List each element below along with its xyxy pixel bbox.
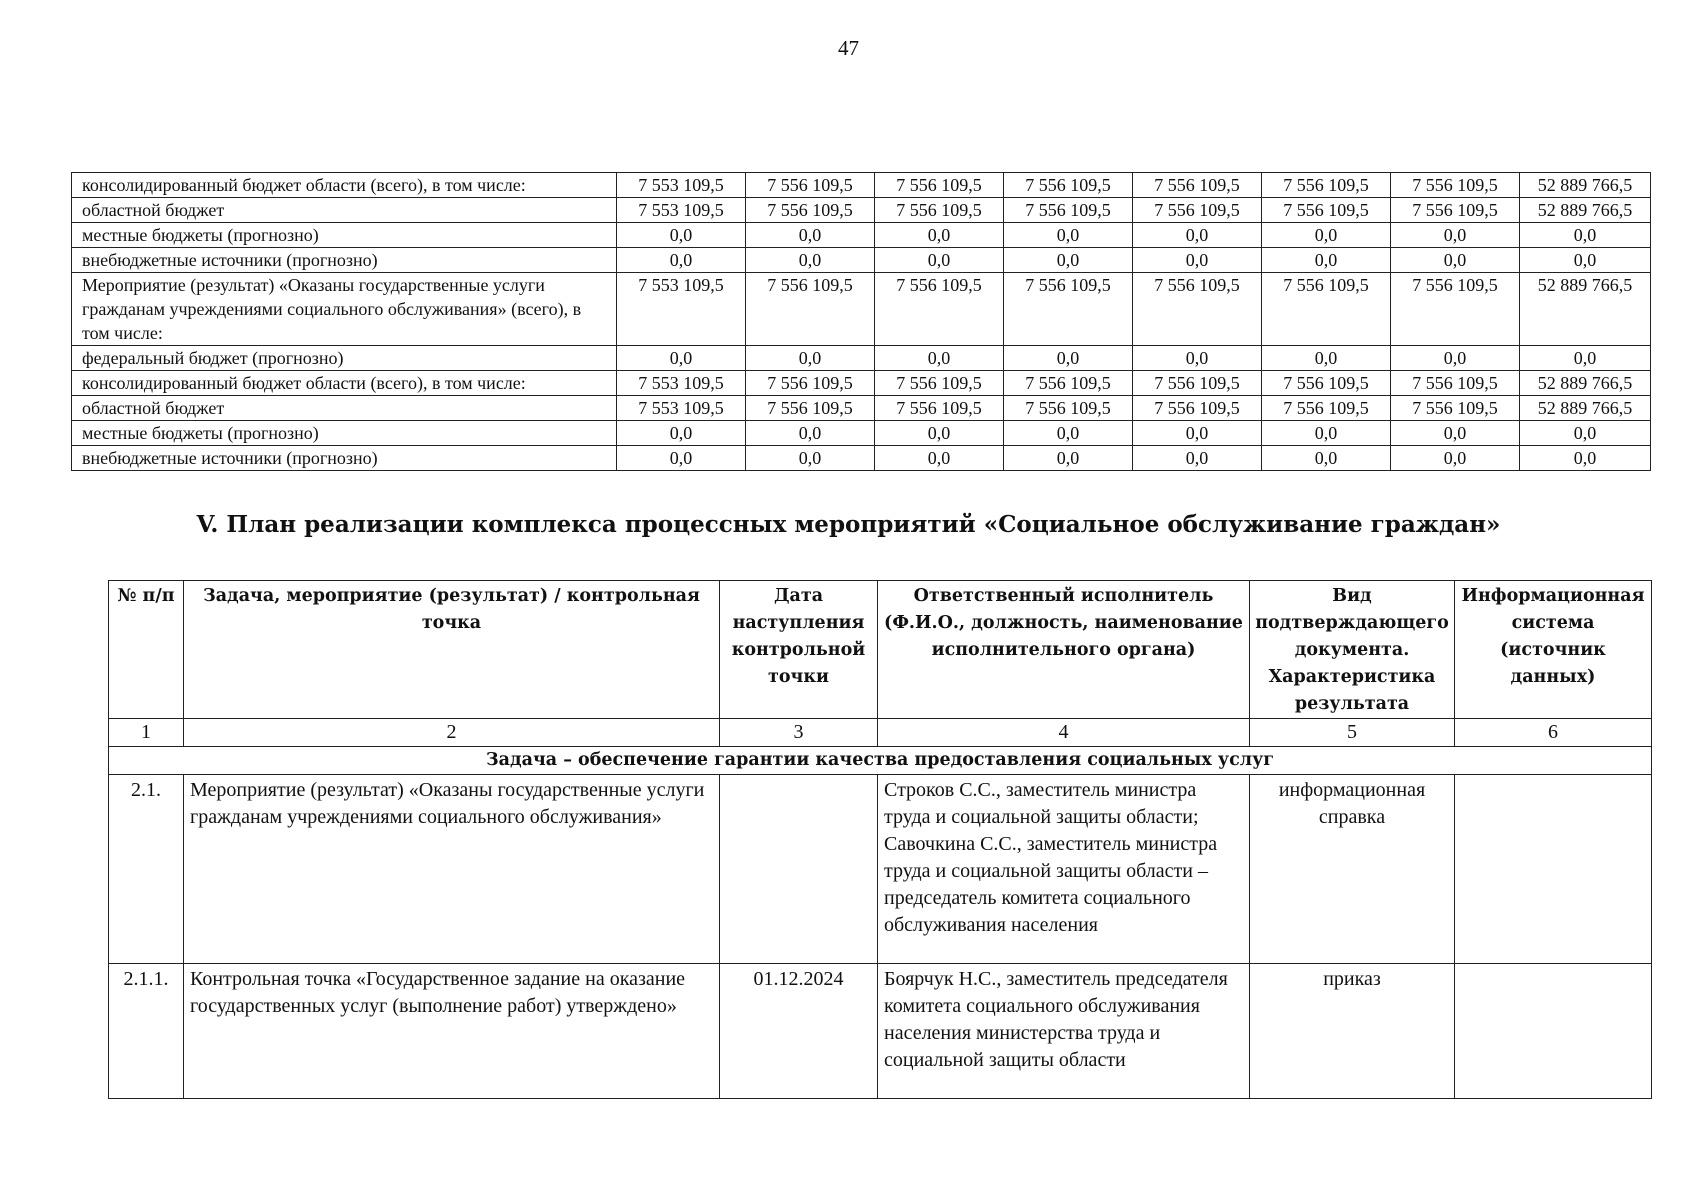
header-system: Информационная система (источник данных): [1455, 581, 1652, 719]
finance-value: 0,0: [746, 248, 875, 273]
finance-value: 0,0: [1133, 248, 1262, 273]
finance-row-label: областной бюджет: [72, 396, 617, 421]
finance-value: 7 556 109,5: [1391, 396, 1520, 421]
finance-value: 7 556 109,5: [1133, 173, 1262, 198]
page-number: 47: [838, 36, 859, 60]
table-row: [109, 775, 1652, 964]
finance-value: 0,0: [875, 421, 1004, 446]
finance-value: 0,0: [617, 446, 746, 471]
row-document: информационная справка: [1250, 775, 1455, 964]
column-number: 5: [1250, 719, 1455, 747]
finance-value: 52 889 766,5: [1520, 198, 1651, 223]
finance-row: [72, 173, 1651, 198]
finance-value: 7 556 109,5: [1133, 273, 1262, 346]
finance-value: 0,0: [1262, 421, 1391, 446]
finance-value: 7 556 109,5: [1004, 173, 1133, 198]
finance-value: 7 556 109,5: [1262, 173, 1391, 198]
finance-value: 7 556 109,5: [875, 371, 1004, 396]
finance-value: 0,0: [1391, 346, 1520, 371]
row-number: 2.1.1.: [109, 964, 184, 1099]
finance-row: [72, 421, 1651, 446]
finance-value: 0,0: [1004, 248, 1133, 273]
finance-value: 0,0: [1391, 421, 1520, 446]
finance-value: 7 556 109,5: [1004, 371, 1133, 396]
header-responsible: Ответственный исполнитель (Ф.И.О., должность, наименование исполнительного органа): [878, 581, 1250, 719]
table-row: [109, 964, 1652, 1099]
finance-value: 7 556 109,5: [1391, 371, 1520, 396]
finance-value: 0,0: [1133, 446, 1262, 471]
header-date: Дата наступления контрольной точки: [720, 581, 878, 719]
row-responsible: Боярчук Н.С., заместитель председателя комитета социального обслуживания населения министерства труда и социальной защиты области: [878, 964, 1250, 1099]
finance-row: [72, 273, 1651, 346]
column-number: 3: [720, 719, 878, 747]
finance-value: 7 556 109,5: [875, 396, 1004, 421]
plan-header-row: [109, 581, 1652, 719]
finance-row: [72, 446, 1651, 471]
finance-row-label: местные бюджеты (прогнозно): [72, 223, 617, 248]
finance-value: 0,0: [746, 446, 875, 471]
header-document: Вид подтверждающего документа. Характеристика результата: [1250, 581, 1455, 719]
row-document: приказ: [1250, 964, 1455, 1099]
row-date: 01.12.2024: [720, 964, 878, 1099]
plan-table: [108, 580, 1652, 1099]
finance-value: 7 556 109,5: [1004, 273, 1133, 346]
finance-value: 52 889 766,5: [1520, 173, 1651, 198]
finance-value: 0,0: [1004, 223, 1133, 248]
finance-value: 7 556 109,5: [1391, 273, 1520, 346]
finance-value: 0,0: [1391, 446, 1520, 471]
finance-value: 0,0: [1520, 346, 1651, 371]
column-number: 4: [878, 719, 1250, 747]
finance-value: 7 556 109,5: [1133, 371, 1262, 396]
finance-table-body: [72, 173, 1651, 471]
finance-value: 7 556 109,5: [1004, 198, 1133, 223]
finance-row-label: внебюджетные источники (прогнозно): [72, 248, 617, 273]
finance-value: 7 556 109,5: [746, 371, 875, 396]
row-system: [1455, 775, 1652, 964]
finance-row-label: внебюджетные источники (прогнозно): [72, 446, 617, 471]
finance-value: 0,0: [1262, 446, 1391, 471]
finance-value: 7 556 109,5: [746, 396, 875, 421]
finance-value: 7 556 109,5: [1133, 396, 1262, 421]
finance-value: 7 556 109,5: [1262, 396, 1391, 421]
finance-value: 0,0: [617, 346, 746, 371]
finance-value: 0,0: [617, 248, 746, 273]
section-heading: V. План реализации комплекса процессных мероприятий «Социальное обслуживание граждан»: [196, 511, 1501, 538]
finance-value: 0,0: [1520, 248, 1651, 273]
task-title: Задача – обеспечение гарантии качества предоставления социальных услуг: [109, 747, 1652, 775]
finance-value: 0,0: [1133, 421, 1262, 446]
finance-value: 7 556 109,5: [1391, 173, 1520, 198]
finance-row-label: местные бюджеты (прогнозно): [72, 421, 617, 446]
row-item: Мероприятие (результат) «Оказаны государственные услуги гражданам учреждениями социального обслуживания»: [184, 775, 720, 964]
finance-value: 7 553 109,5: [617, 198, 746, 223]
column-number: 6: [1455, 719, 1652, 747]
finance-row-label: областной бюджет: [72, 198, 617, 223]
finance-value: 0,0: [1133, 223, 1262, 248]
finance-value: 7 556 109,5: [875, 198, 1004, 223]
finance-row-label: федеральный бюджет (прогнозно): [72, 346, 617, 371]
finance-value: 7 553 109,5: [617, 173, 746, 198]
finance-value: 0,0: [746, 223, 875, 248]
finance-value: 7 553 109,5: [617, 273, 746, 346]
finance-row: [72, 346, 1651, 371]
row-item: Контрольная точка «Государственное задание на оказание государственных услуг (выполнение работ) утверждено»: [184, 964, 720, 1099]
finance-value: 0,0: [875, 248, 1004, 273]
finance-value: 0,0: [1262, 346, 1391, 371]
finance-value: 7 556 109,5: [875, 173, 1004, 198]
finance-value: 52 889 766,5: [1520, 396, 1651, 421]
finance-value: 7 556 109,5: [746, 273, 875, 346]
finance-value: 0,0: [1520, 223, 1651, 248]
finance-value: 0,0: [1391, 223, 1520, 248]
finance-row-label: консолидированный бюджет области (всего), в том числе:: [72, 173, 617, 198]
finance-value: 0,0: [1004, 446, 1133, 471]
finance-value: 7 556 109,5: [875, 273, 1004, 346]
finance-value: 0,0: [1520, 446, 1651, 471]
finance-row: [72, 198, 1651, 223]
finance-value: 0,0: [1133, 346, 1262, 371]
finance-value: 0,0: [1004, 421, 1133, 446]
finance-value: 7 556 109,5: [1133, 198, 1262, 223]
finance-value: 0,0: [1004, 346, 1133, 371]
finance-table: [71, 172, 1651, 471]
finance-value: 7 553 109,5: [617, 371, 746, 396]
finance-value: 7 556 109,5: [1262, 198, 1391, 223]
header-task: Задача, мероприятие (результат) / контрольная точка: [184, 581, 720, 719]
task-row: [109, 747, 1652, 775]
finance-value: 7 556 109,5: [746, 198, 875, 223]
finance-value: 0,0: [746, 421, 875, 446]
row-system: [1455, 964, 1652, 1099]
finance-row-label: консолидированный бюджет области (всего), в том числе:: [72, 371, 617, 396]
finance-value: 0,0: [617, 223, 746, 248]
finance-value: 0,0: [617, 421, 746, 446]
finance-value: 0,0: [746, 346, 875, 371]
finance-row-label: Мероприятие (результат) «Оказаны государственные услуги гражданам учреждениями социального обслуживания» (всего), в том числе:: [72, 273, 617, 346]
column-number: 1: [109, 719, 184, 747]
column-numbers-row: [109, 719, 1652, 747]
finance-row: [72, 223, 1651, 248]
row-date: [720, 775, 878, 964]
finance-value: 7 556 109,5: [1004, 396, 1133, 421]
finance-row: [72, 248, 1651, 273]
finance-value: 7 556 109,5: [1262, 371, 1391, 396]
column-number: 2: [184, 719, 720, 747]
finance-value: 0,0: [875, 223, 1004, 248]
finance-value: 0,0: [1520, 421, 1651, 446]
finance-value: 7 556 109,5: [1262, 273, 1391, 346]
row-responsible: Строков С.С., заместитель министра труда и социальной защиты области; Савочкина С.С., заместитель министра труда и социальной защиты области – председатель комитета социального обслуживания населения: [878, 775, 1250, 964]
finance-value: 7 553 109,5: [617, 396, 746, 421]
finance-value: 0,0: [1391, 248, 1520, 273]
finance-value: 0,0: [1262, 248, 1391, 273]
header-number: № п/п: [109, 581, 184, 719]
finance-value: 0,0: [875, 446, 1004, 471]
finance-row: [72, 371, 1651, 396]
row-number: 2.1.: [109, 775, 184, 964]
finance-value: 7 556 109,5: [1391, 198, 1520, 223]
finance-value: 52 889 766,5: [1520, 371, 1651, 396]
finance-value: 0,0: [875, 346, 1004, 371]
finance-value: 7 556 109,5: [746, 173, 875, 198]
finance-value: 52 889 766,5: [1520, 273, 1651, 346]
finance-value: 0,0: [1262, 223, 1391, 248]
finance-row: [72, 396, 1651, 421]
